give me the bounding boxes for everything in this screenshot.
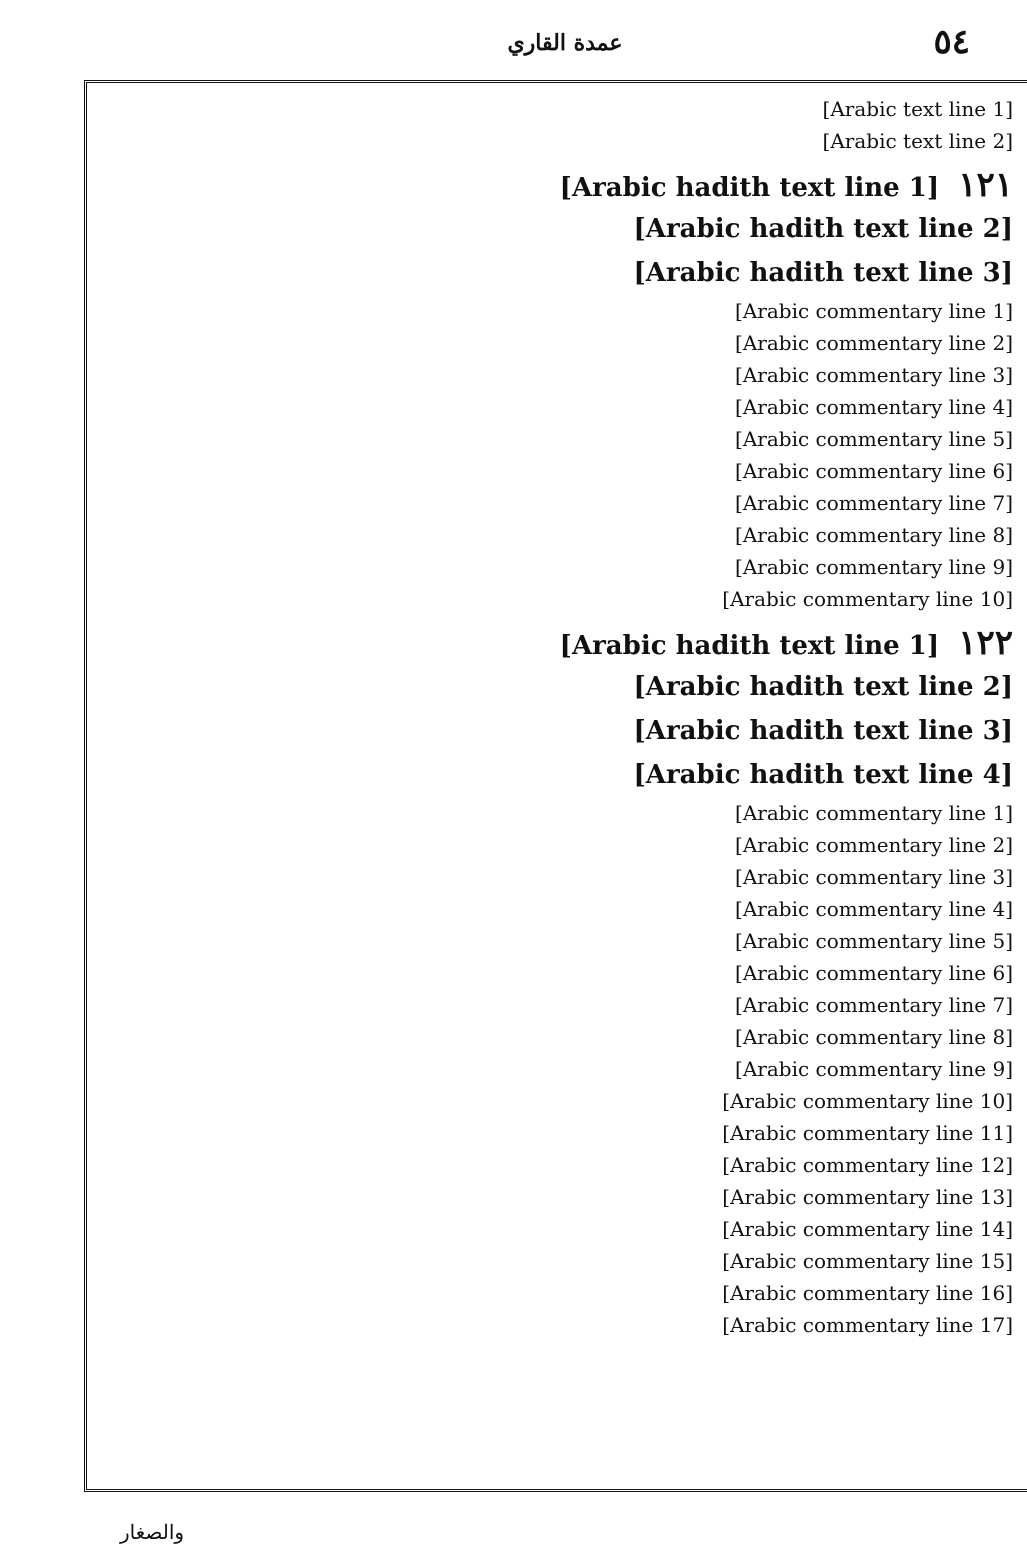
hadith-122 bbox=[101, 621, 1013, 797]
running-title: عمدة القاري bbox=[507, 30, 623, 56]
text-line: [Arabic commentary line 9] bbox=[735, 555, 1013, 579]
text-line: [Arabic commentary line 15] bbox=[722, 1249, 1013, 1273]
text-line: [Arabic commentary line 14] bbox=[722, 1217, 1013, 1241]
text-line: [Arabic commentary line 8] bbox=[735, 523, 1013, 547]
text-line: [Arabic text line 2] bbox=[822, 129, 1013, 153]
commentary-121 bbox=[101, 295, 1013, 615]
text-line: [Arabic commentary line 13] bbox=[722, 1185, 1013, 1209]
text-line: [Arabic commentary line 11] bbox=[722, 1121, 1013, 1145]
hadith-text: [Arabic hadith text line 1] bbox=[559, 631, 940, 661]
hadith-line: [Arabic hadith text line 2] bbox=[633, 214, 1013, 244]
hadith-number: ١٢٢ bbox=[958, 623, 1013, 663]
hadith-line bbox=[101, 163, 1013, 207]
text-line: [Arabic commentary line 6] bbox=[735, 459, 1013, 483]
text-line: [Arabic commentary line 8] bbox=[735, 1025, 1013, 1049]
hadith-line: [Arabic hadith text line 4] bbox=[633, 760, 1013, 790]
text-line: [Arabic commentary line 3] bbox=[735, 865, 1013, 889]
text-line: [Arabic text line 1] bbox=[822, 97, 1013, 121]
hadith-number: ١٢١ bbox=[958, 165, 1013, 205]
hadith-121 bbox=[101, 163, 1013, 295]
text-line: [Arabic commentary line 7] bbox=[735, 491, 1013, 515]
hadith-line: [Arabic hadith text line 2] bbox=[633, 672, 1013, 702]
text-frame bbox=[84, 80, 1027, 1492]
text-line: [Arabic commentary line 9] bbox=[735, 1057, 1013, 1081]
hadith-line: [Arabic hadith text line 3] bbox=[633, 716, 1013, 746]
text-line: [Arabic commentary line 17] bbox=[722, 1313, 1013, 1337]
text-line: [Arabic commentary line 12] bbox=[722, 1153, 1013, 1177]
hadith-line bbox=[101, 621, 1013, 665]
text-line: [Arabic commentary line 6] bbox=[735, 961, 1013, 985]
text-line: [Arabic commentary line 5] bbox=[735, 427, 1013, 451]
text-line: [Arabic commentary line 5] bbox=[735, 929, 1013, 953]
commentary-122 bbox=[101, 797, 1013, 1341]
text-line: [Arabic commentary line 4] bbox=[735, 897, 1013, 921]
page-number: ٥٤ bbox=[933, 22, 970, 62]
text-line: [Arabic commentary line 16] bbox=[722, 1281, 1013, 1305]
text-line: [Arabic commentary line 7] bbox=[735, 993, 1013, 1017]
page-header bbox=[100, 22, 1027, 62]
text-line: [Arabic commentary line 10] bbox=[722, 1089, 1013, 1113]
hadith-text: [Arabic hadith text line 1] bbox=[559, 173, 940, 203]
block1 bbox=[101, 93, 1013, 157]
text-line: [Arabic commentary line 2] bbox=[735, 833, 1013, 857]
text-line: [Arabic commentary line 3] bbox=[735, 363, 1013, 387]
hadith-line: [Arabic hadith text line 3] bbox=[633, 258, 1013, 288]
text-line: [Arabic commentary line 10] bbox=[722, 587, 1013, 611]
catchword: والصغار bbox=[120, 1520, 185, 1544]
text-line: [Arabic commentary line 1] bbox=[735, 801, 1013, 825]
text-line: [Arabic commentary line 1] bbox=[735, 299, 1013, 323]
text-line: [Arabic commentary line 4] bbox=[735, 395, 1013, 419]
text-line: [Arabic commentary line 2] bbox=[735, 331, 1013, 355]
